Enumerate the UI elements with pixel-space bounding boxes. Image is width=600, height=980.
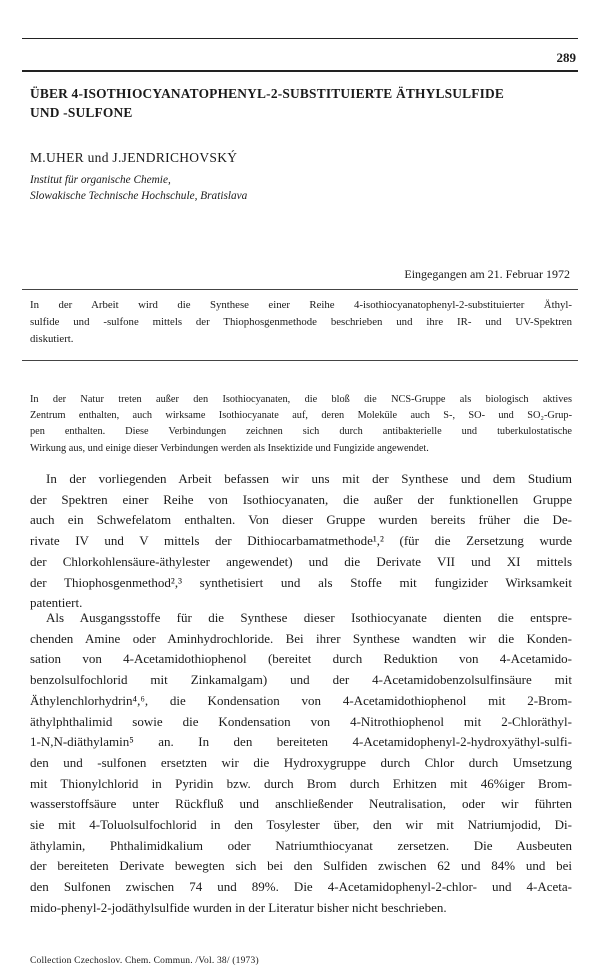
body-line: der Spektren einer Reihe von Isothiocyanaten, die außer der funktionellen Gruppe	[30, 491, 572, 507]
body-line: den und -sulfonen ersetzten wir die Hydroxygruppe durch Chlor durch Umsetzung	[30, 754, 572, 770]
body-paragraph-1	[30, 469, 572, 614]
body-line: patentiert.	[30, 595, 83, 611]
body-line: sie mit 4-Toluolsulfochlorid in den Tosylester über, den wir mit Natriumjodid, Di-	[30, 817, 572, 833]
affiliation-line: Slowakische Technische Hochschule, Bratislava	[30, 190, 248, 202]
intro-line: Wirkung aus, und einige dieser Verbindungen werden als Insektizide und Fungizide angewendet.	[30, 442, 429, 454]
abstract-line: In der Arbeit wird die Synthese einer Reihe 4-isothiocyanatophenyl-2-substituierter Äthyl-	[30, 299, 572, 311]
intro-line: In der Natur treten außer den Isothiocyanaten, die bloß die NCS-Gruppe als biologisch aktives	[30, 394, 572, 405]
abstract-line: diskutiert.	[30, 333, 74, 345]
body-line: Äthylenchlorhydrin⁴,⁶, die Kondensation von 4-Acetamidothiophenol mit 2-Brom-	[30, 692, 572, 708]
intro-line: Zentrum enthalten, auch wirksame Isothiocyanate auf, deren Moleküle auch S-, SO- und SO₂-Grup-	[30, 410, 572, 422]
body-line: äthylamin, Phthalimidkalium oder Natriumthiocyanat zersetzen. Die Ausbeuten	[30, 837, 572, 853]
body-line: In der vorliegenden Arbeit befassen wir uns mit der Synthese und dem Studium	[46, 471, 572, 486]
page-number: 289	[556, 50, 576, 65]
affiliation	[30, 172, 247, 204]
body-paragraph-2	[30, 608, 572, 919]
abstract-bottom-rule	[22, 360, 578, 361]
body-line: Als Ausgangsstoffe für die Synthese dieser Isothiocyanate dienten die entspre-	[46, 610, 572, 625]
body-line: auch ein Schwefelatom enthalten. Von dieser Gruppe wurden bereits früher die De-	[30, 512, 572, 528]
body-line: den Sulfonen zwischen 74 und 89%. Die 4-Acetamidophenyl-2-chlor- und 4-Aceta-	[30, 879, 572, 895]
body-line: chenden Amine oder Aminhydrochloride. Bei ihrer Synthese wandten wir die Konden-	[30, 630, 572, 646]
body-line: mit Thionylchlorid in Pyridin bzw. durch Brom durch Erhitzen mit 46%iger Brom-	[30, 775, 572, 791]
title-line: ÜBER 4-ISOTHIOCYANATOPHENYL-2-SUBSTITUIERTE ÄTHYLSULFIDE	[30, 86, 505, 101]
body-line: der Chlorkohlensäure-äthylester angewendet) und die Derivate VII und XI mittels	[30, 553, 572, 569]
article-title	[30, 84, 578, 122]
introduction	[30, 392, 572, 457]
header-underline	[22, 70, 578, 72]
body-line: rivate IV und V mittels der Dithiocarbamatmethode¹,² (für die Zersetzung wurde	[30, 533, 572, 549]
body-line: benzolsulfochlorid mit Zinkamalgam) und der 4-Acetamidobenzolsulfinsäure mit	[30, 672, 572, 688]
authors: M.UHER und J.JENDRICHOVSKÝ	[30, 150, 238, 165]
body-line: äthylphthalimid sowie die Kondensation von 4-Nitrothiophenol mit 2-Chloräthyl-	[30, 713, 572, 729]
body-line: mido-phenyl-2-jodäthylsulfide wurden in der Literatur bisher nicht beschrieben.	[30, 899, 447, 915]
intro-line: pen enthalten. Diese Verbindungen zeichnen sich durch antibakterielle und tuberkulostatische	[30, 426, 572, 438]
body-line: 1-N,N-diäthylamin⁵ an. In den bereiteten 4-Acetamidophenyl-2-hydroxyäthyl-sulfi-	[30, 734, 572, 750]
body-line: der Thiophosgenmethod²,³ synthetisiert und als Stoffe mit fungizider Wirksamkeit	[30, 574, 572, 590]
header-rule	[22, 38, 578, 39]
title-line: UND -SULFONE	[30, 105, 133, 120]
affiliation-line: Institut für organische Chemie,	[30, 174, 171, 186]
abstract-top-rule	[22, 289, 578, 290]
body-line: sation von 4-Acetamidothiophenol (bereitet durch Reduktion von 4-Acetamido-	[30, 651, 572, 667]
abstract-line: sulfide und -sulfone mittels der Thiophosgenmethode beschrieben und ihre IR- und UV-Spektren	[30, 316, 572, 328]
body-line: der bereiteten Derivate bewegten sich bei den Sulfiden zwischen 62 und 84% und bei	[30, 858, 572, 874]
received-date: Eingegangen am 21. Februar 1972	[404, 267, 570, 281]
body-line: wasserstoffsäure unter Rückfluß und anschließender Neutralisation, oder wir führten	[30, 796, 572, 812]
journal-footer: Collection Czechoslov. Chem. Commun. /Vol. 38/ (1973)	[30, 956, 259, 966]
abstract	[30, 297, 572, 348]
